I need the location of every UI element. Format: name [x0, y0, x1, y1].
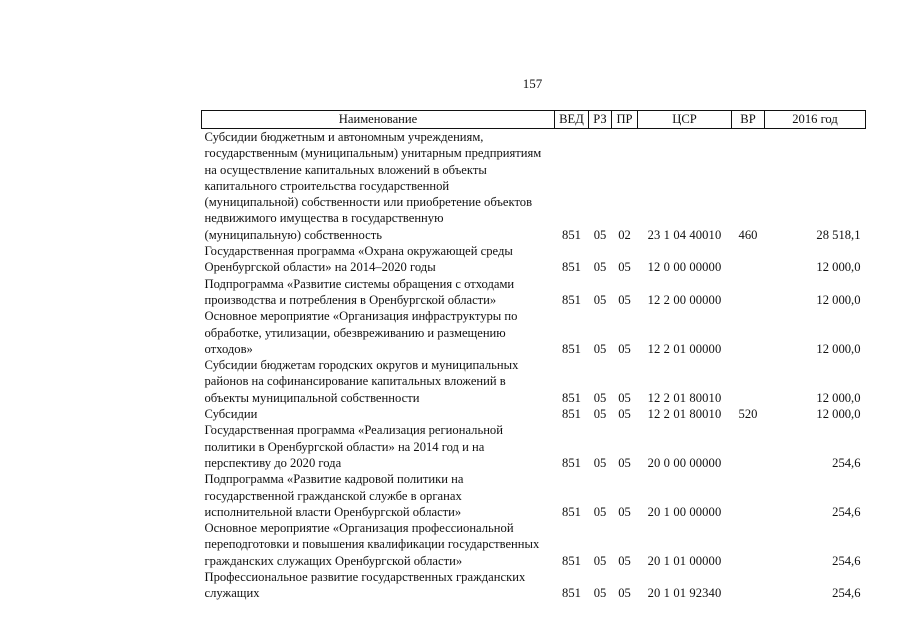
- cell-pr: 05: [618, 390, 631, 405]
- table-row: [202, 422, 866, 471]
- cell-pr: 05: [618, 504, 631, 519]
- cell-pr: 02: [618, 227, 631, 242]
- cell-name: Профессиональное развитие государственных гражданских служащих: [204, 570, 526, 601]
- table-row: [202, 357, 866, 406]
- cell-name: Основное мероприятие «Организация инфраструктуры по обработке, утилизации, обезвреживанию и размещению отходов»: [204, 309, 518, 356]
- table-row: [202, 243, 866, 276]
- cell-sum: 28 518,1: [816, 227, 861, 242]
- header-pr: ПР: [612, 111, 638, 129]
- cell-ved: 851: [562, 504, 581, 519]
- cell-vr: [732, 308, 765, 357]
- cell-sum: 12 000,0: [816, 260, 861, 275]
- cell-vr: 460: [738, 227, 758, 242]
- table-row: [202, 129, 866, 244]
- header-ved: ВЕД: [555, 111, 589, 129]
- cell-sum: 12 000,0: [816, 407, 861, 422]
- table-header: [202, 111, 866, 129]
- header-name: Наименование: [202, 111, 555, 129]
- cell-ved: 851: [562, 553, 581, 568]
- cell-sum: 254,6: [832, 455, 861, 470]
- cell-rz: 05: [593, 260, 607, 275]
- table-row: [202, 520, 866, 569]
- cell-csr: 12 2 01 00000: [647, 341, 722, 356]
- table-row: [202, 569, 866, 602]
- cell-csr: 20 1 01 92340: [647, 586, 722, 601]
- header-year: 2016 год: [765, 111, 866, 129]
- cell-sum: 12 000,0: [816, 390, 861, 405]
- cell-name: Основное мероприятие «Организация профессиональной переподготовки и повышения квалификации государственных гражданских служащих Оренбургской области»: [204, 521, 540, 568]
- cell-name: Государственная программа «Реализация региональной политики в Оренбургской области» на 2014 год и на перспективу до 2020 года: [204, 423, 503, 470]
- cell-csr: 12 2 00 00000: [647, 292, 722, 307]
- cell-rz: 05: [593, 407, 607, 422]
- cell-ved: 851: [562, 586, 581, 601]
- cell-csr: 20 1 00 00000: [647, 504, 722, 519]
- cell-sum: 254,6: [832, 504, 861, 519]
- cell-csr: 20 1 01 00000: [647, 553, 722, 568]
- cell-pr: 05: [618, 341, 631, 356]
- cell-sum: 12 000,0: [816, 292, 861, 307]
- cell-pr: 05: [618, 260, 631, 275]
- cell-vr: [732, 520, 765, 569]
- header-vr: ВР: [732, 111, 765, 129]
- cell-rz: 05: [593, 586, 607, 601]
- cell-ved: 851: [562, 227, 581, 242]
- cell-rz: 05: [593, 390, 607, 405]
- cell-rz: 05: [593, 455, 607, 470]
- cell-csr: 12 0 00 00000: [647, 260, 722, 275]
- cell-ved: 851: [562, 390, 581, 405]
- cell-rz: 05: [593, 292, 607, 307]
- cell-csr: 12 2 01 80010: [647, 390, 722, 405]
- cell-pr: 05: [618, 292, 631, 307]
- cell-rz: 05: [593, 227, 607, 242]
- cell-name: Субсидии: [204, 407, 258, 422]
- cell-csr: 23 1 04 40010: [647, 227, 722, 242]
- table-row: [202, 276, 866, 309]
- cell-csr: 20 0 00 00000: [647, 455, 722, 470]
- cell-vr: [732, 422, 765, 471]
- cell-pr: 05: [618, 455, 631, 470]
- table-body: [202, 129, 866, 602]
- cell-name: Подпрограмма «Развитие кадровой политики на государственной гражданской службе в органах исполнительной власти Оренбургской области»: [204, 472, 464, 519]
- page-number: 157: [522, 76, 543, 91]
- cell-pr: 05: [618, 407, 631, 422]
- budget-table: [201, 110, 866, 602]
- cell-ved: 851: [562, 407, 581, 422]
- cell-vr: 520: [738, 407, 758, 422]
- cell-pr: 05: [618, 586, 631, 601]
- cell-name: Субсидии бюджетам городских округов и муниципальных районов на софинансирование капитальных вложений в объекты муниципальной собственности: [204, 358, 519, 405]
- table-row: [202, 308, 866, 357]
- cell-vr: [732, 569, 765, 602]
- cell-rz: 05: [593, 341, 607, 356]
- cell-name: Государственная программа «Охрана окружающей среды Оренбургской области» на 2014–2020 годы: [204, 244, 513, 275]
- cell-sum: 254,6: [832, 586, 861, 601]
- cell-rz: 05: [593, 553, 607, 568]
- cell-vr: [732, 243, 765, 276]
- table-row: [202, 471, 866, 520]
- cell-ved: 851: [562, 260, 581, 275]
- cell-sum: 12 000,0: [816, 341, 861, 356]
- cell-sum: 254,6: [832, 553, 861, 568]
- cell-rz: 05: [593, 504, 607, 519]
- cell-ved: 851: [562, 455, 581, 470]
- table-row: [202, 406, 866, 422]
- cell-csr: 12 2 01 80010: [647, 407, 722, 422]
- cell-name: Подпрограмма «Развитие системы обращения с отходами производства и потребления в Оренбургской области»: [204, 276, 515, 307]
- cell-vr: [732, 357, 765, 406]
- cell-pr: 05: [618, 553, 631, 568]
- cell-ved: 851: [562, 341, 581, 356]
- cell-vr: [732, 276, 765, 309]
- header-rz: РЗ: [589, 111, 612, 129]
- header-csr: ЦСР: [638, 111, 732, 129]
- cell-vr: [732, 471, 765, 520]
- cell-name: Субсидии бюджетным и автономным учреждениям, государственным (муниципальным) унитарным предприятиям на осуществление капитальных вложений в объекты капитального строительства государственной (муниципальной) собственности или приобретение объектов недвижимого имущества в государственную (муниципальную) собственность: [204, 130, 542, 242]
- cell-ved: 851: [562, 292, 581, 307]
